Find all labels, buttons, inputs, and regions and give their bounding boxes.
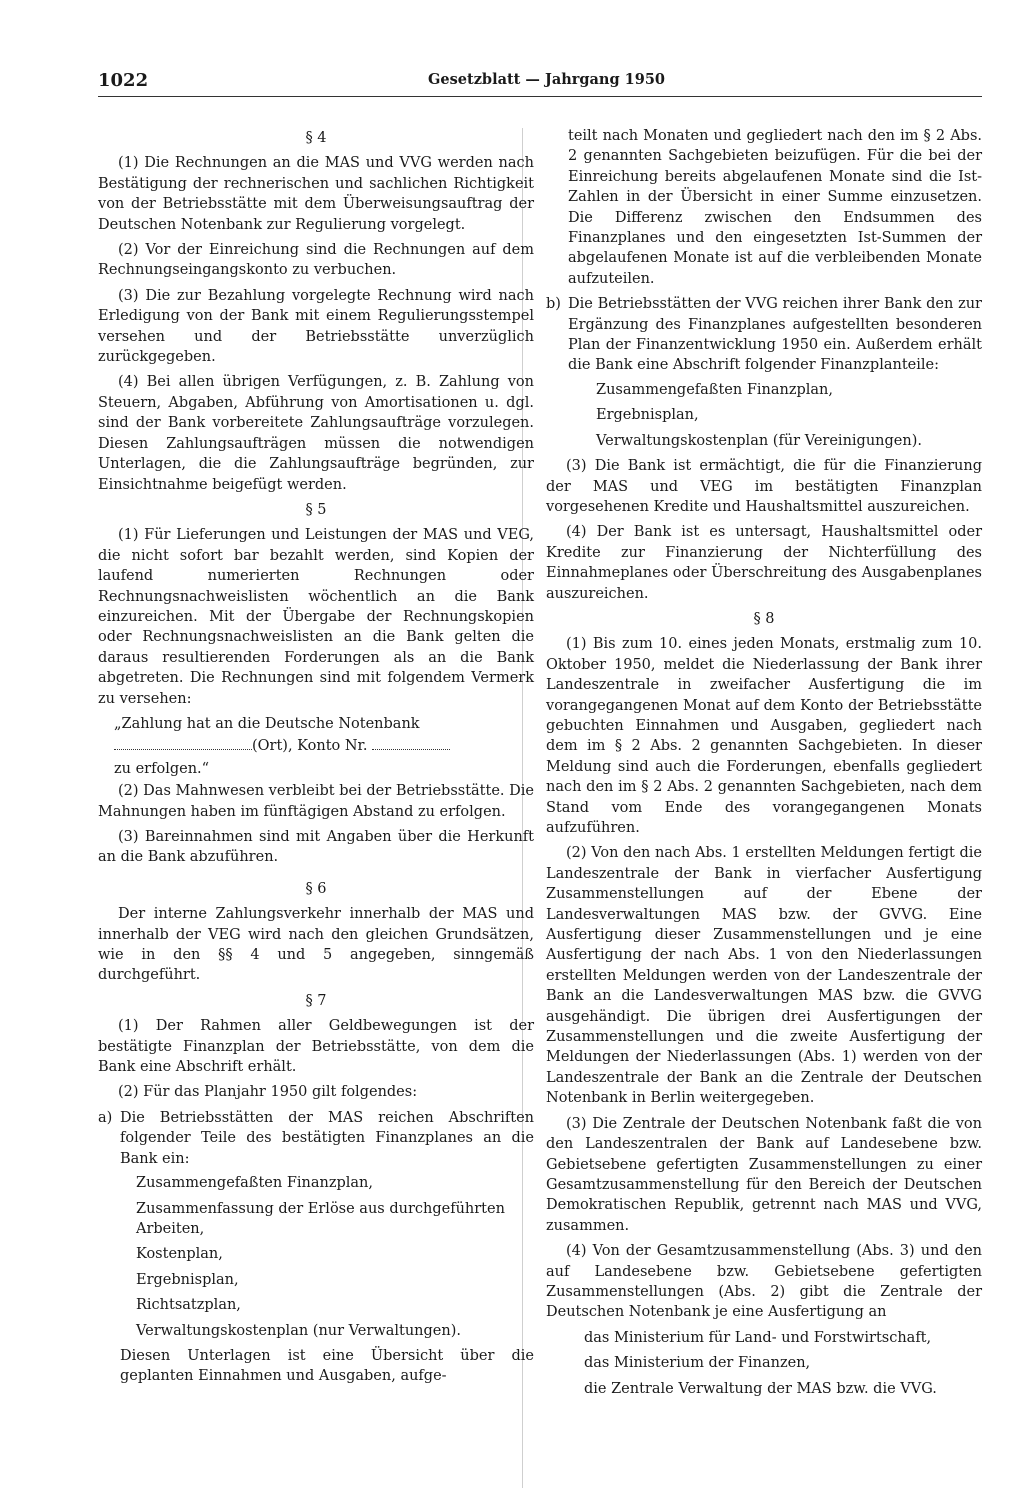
page-number: 1022 xyxy=(98,70,149,91)
section-4-paragraph-3: (3) Die zur Bezahlung vorgelegte Rechnung wird nach Erledigung von der Bank mit einem Regulierungsstempel versehen und der Betriebsstätte unverzüglich zurückgegeben. xyxy=(98,287,534,366)
quote-line-3: zu erfolgen.“ xyxy=(114,760,210,777)
section-8-paragraph-4: (4) Von der Gesamtzusammenstellung (Abs. 3) und den auf Landesebene bzw. Gebietsebene gefertigten Zusammenstellungen (Abs. 2) gibt die Zentrale der Deutschen Notenbank je eine Ausfertigung an xyxy=(546,1243,982,1321)
section-8-heading: § 8 xyxy=(753,610,775,627)
item-a-list xyxy=(136,1173,534,1341)
list-item: Zusammenfassung der Erlöse aus durchgeführten Arbeiten, xyxy=(136,1200,505,1237)
quote-line-2 xyxy=(114,736,534,756)
section-6-heading: § 6 xyxy=(305,880,327,897)
blank-konto xyxy=(372,737,450,750)
section-7-paragraph-4: (4) Der Bank ist es untersagt, Haushaltsmittel oder Kredite zur Finanzierung der Nichterfüllung des Einnahmeplanes oder Überschreitung des Ausgabenplanes auszureichen. xyxy=(546,524,982,602)
list-item: Richtsatzplan, xyxy=(136,1297,241,1314)
list-item: Zusammengefaßten Finanzplan, xyxy=(596,381,834,398)
list-item: das Ministerium der Finanzen, xyxy=(584,1355,811,1372)
quote-ort-label: (Ort), Konto Nr. xyxy=(252,738,368,755)
section-7-paragraph-3: (3) Die Bank ist ermächtigt, die für die Finanzierung der MAS und VEG im bestätigten Finanzplan vorgesehenen Kredite und Haushaltsmittel auszureichen. xyxy=(546,458,982,515)
list-item: das Ministerium für Land- und Forstwirtschaft, xyxy=(584,1329,932,1346)
section-8-paragraph-2: (2) Von den nach Abs. 1 erstellten Meldungen fertigt die Landeszentrale der Bank in vierfacher Ausfertigung Zusammenstellungen auf der Ebene der Landesverwaltungen MAS bzw. der GVVG. Eine Ausfertigung dieser Zusammenstellungen und je eine Ausfertigung der nach Abs. 1 von den Niederlassungen erstellten Meldungen werden von der Landeszentrale der Bank an die Landesverwaltungen MAS bzw. die GVVG ausgehändigt. Die übrigen drei Ausfertigungen der Zusammenstellungen und die zweite Ausfertigung der Meldungen der Niederlassungen (Abs. 1) werden von der Landeszentrale der Bank an die Zentrale der Deutschen Notenbank in Berlin weitergegeben. xyxy=(546,845,982,1107)
item-a-text: Die Betriebsstätten der MAS reichen Abschriften folgender Teile des bestätigten Finanzplanes an die Bank ein: xyxy=(120,1109,534,1167)
item-a-label: a) xyxy=(98,1109,113,1126)
section-4-heading: § 4 xyxy=(305,130,327,146)
list-item: die Zentrale Verwaltung der MAS bzw. die VVG. xyxy=(584,1380,937,1397)
page-header xyxy=(98,70,982,104)
section-7-paragraph-2: (2) Für das Planjahr 1950 gilt folgendes: xyxy=(118,1084,418,1101)
section-5-paragraph-2: (2) Das Mahnwesen verbleibt bei der Betriebsstätte. Die Mahnungen haben im fünftägigen Abstand zu erfolgen. xyxy=(98,783,534,820)
right-column xyxy=(546,126,982,1404)
section-4-paragraph-1: (1) Die Rechnungen an die MAS und VVG werden nach Bestätigung der rechnerischen und sachlichen Richtigkeit von der Betriebsstätte mit dem Überweisungsauftrag der Deutschen Notenbank zur Regulierung vorgelegt. xyxy=(98,155,534,233)
section-4-paragraph-2: (2) Vor der Einreichung sind die Rechnungen auf dem Rechnungseingangskonto zu verbuchen. xyxy=(98,242,534,279)
section-6-paragraph-1: Der interne Zahlungsverkehr innerhalb der MAS und innerhalb der VEG wird nach den gleichen Grundsätzen, wie in den §§ 4 und 5 angegeben, sinngemäß durchgeführt. xyxy=(98,906,534,984)
list-item: Ergebnisplan, xyxy=(596,407,699,424)
item-b-list xyxy=(596,380,982,451)
list-item: Kostenplan, xyxy=(136,1246,223,1263)
list-item: Verwaltungskostenplan (für Vereinigungen). xyxy=(596,432,922,449)
item-a-continuation: teilt nach Monaten und gegliedert nach den im § 2 Abs. 2 genannten Sachgebieten beizufügen. Für die bei der Einreichung bereits abgelaufenen Monate sind die Ist-Zahlen in der Übersicht in einer Summe einzusetzen. Die Differenz zwischen den Endsummen des Finanzplanes und den eingesetzten Ist-Summen der abgelaufenen Monate ist auf die verbleibenden Monate aufzuteilen. xyxy=(568,128,982,287)
running-title: Gesetzblatt — Jahrgang 1950 xyxy=(428,71,666,88)
section-8-list xyxy=(584,1328,982,1399)
section-7-item-a xyxy=(98,1108,534,1169)
list-item: Ergebnisplan, xyxy=(136,1271,239,1288)
section-5-paragraph-3: (3) Bareinnahmen sind mit Angaben über die Herkunft an die Bank abzuführen. xyxy=(98,829,534,866)
section-7-heading: § 7 xyxy=(305,992,327,1009)
section-5-heading: § 5 xyxy=(305,501,327,518)
section-4-paragraph-4: (4) Bei allen übrigen Verfügungen, z. B. Zahlung von Steuern, Abgaben, Abführung von Amortisationen u. dgl. sind der Bank vorbereitete Zahlungsaufträge vorzulegen. Diesen Zahlungsaufträgen müssen die notwendigen Unterlagen, die die Zahlungsaufträge begründen, zur Einsichtnahme beigefügt werden. xyxy=(98,374,534,493)
section-8-paragraph-1: (1) Bis zum 10. eines jeden Monats, erstmalig zum 10. Oktober 1950, meldet die Niederlassung der Bank ihrer Landeszentrale in zweifacher Ausfertigung die im vorangegangenen Monat auf dem Konto der Betriebsstätte gebuchten Einnahmen und Ausgaben, gegliedert nach dem im § 2 Abs. 2 genannten Sachgebieten. In dieser Meldung sind auch die Forderungen, ebenfalls gegliedert nach den im § 2 Abs. 2 genannten Sachgebieten, nach dem Stand vom Ende des vorangegangenen Monats aufzuführen. xyxy=(546,636,982,836)
item-b-text: Die Betriebsstätten der VVG reichen ihrer Bank den zur Ergänzung des Finanzplanes aufgestellten besonderen Plan der Finanzentwicklung 1950 ein. Außerdem erhält die Bank eine Abschrift folgender Finanzplanteile: xyxy=(568,296,982,374)
section-5-paragraph-1: (1) Für Lieferungen und Leistungen der MAS und VEG, die nicht sofort bar bezahlt werden, sind Kopien der laufend numerierten Rechnungen oder Rechnungsnachweislisten wöchentlich an die Bank einzureichen. Mit der Übergabe der Rechnungskopien oder Rechnungsnachweislisten an die Bank gelten die daraus resultierenden Forderungen als an die Bank abgetreten. Die Rechnungen sind mit folgendem Vermerk zu versehen: xyxy=(98,527,534,707)
item-a-after-text: Diesen Unterlagen ist eine Übersicht über die geplanten Einnahmen und Ausgaben, aufge- xyxy=(120,1347,534,1385)
list-item: Zusammengefaßten Finanzplan, xyxy=(136,1175,374,1192)
list-item: Verwaltungskostenplan (nur Verwaltungen). xyxy=(136,1322,461,1339)
section-7-paragraph-1: (1) Der Rahmen aller Geldbewegungen ist der bestätigte Finanzplan der Betriebsstätte, von dem die Bank eine Abschrift erhält. xyxy=(98,1018,534,1076)
section-8-paragraph-3: (3) Die Zentrale der Deutschen Notenbank faßt die von den Landeszentralen der Bank auf Landesebene bzw. Gebietsebene gefertigten Zusammenstellungen zu einer Gesamtzusammenstellung für den Bereich der Deutschen Demokratischen Republik, getrennt nach MAS und VVG, zusammen. xyxy=(546,1115,982,1234)
section-7-item-b xyxy=(546,294,982,376)
quote-line-1: „Zahlung hat an die Deutsche Notenbank xyxy=(114,715,420,732)
header-rule xyxy=(98,96,982,97)
left-column xyxy=(98,128,534,1392)
item-b-label: b) xyxy=(546,296,561,313)
blank-ort xyxy=(114,737,252,750)
